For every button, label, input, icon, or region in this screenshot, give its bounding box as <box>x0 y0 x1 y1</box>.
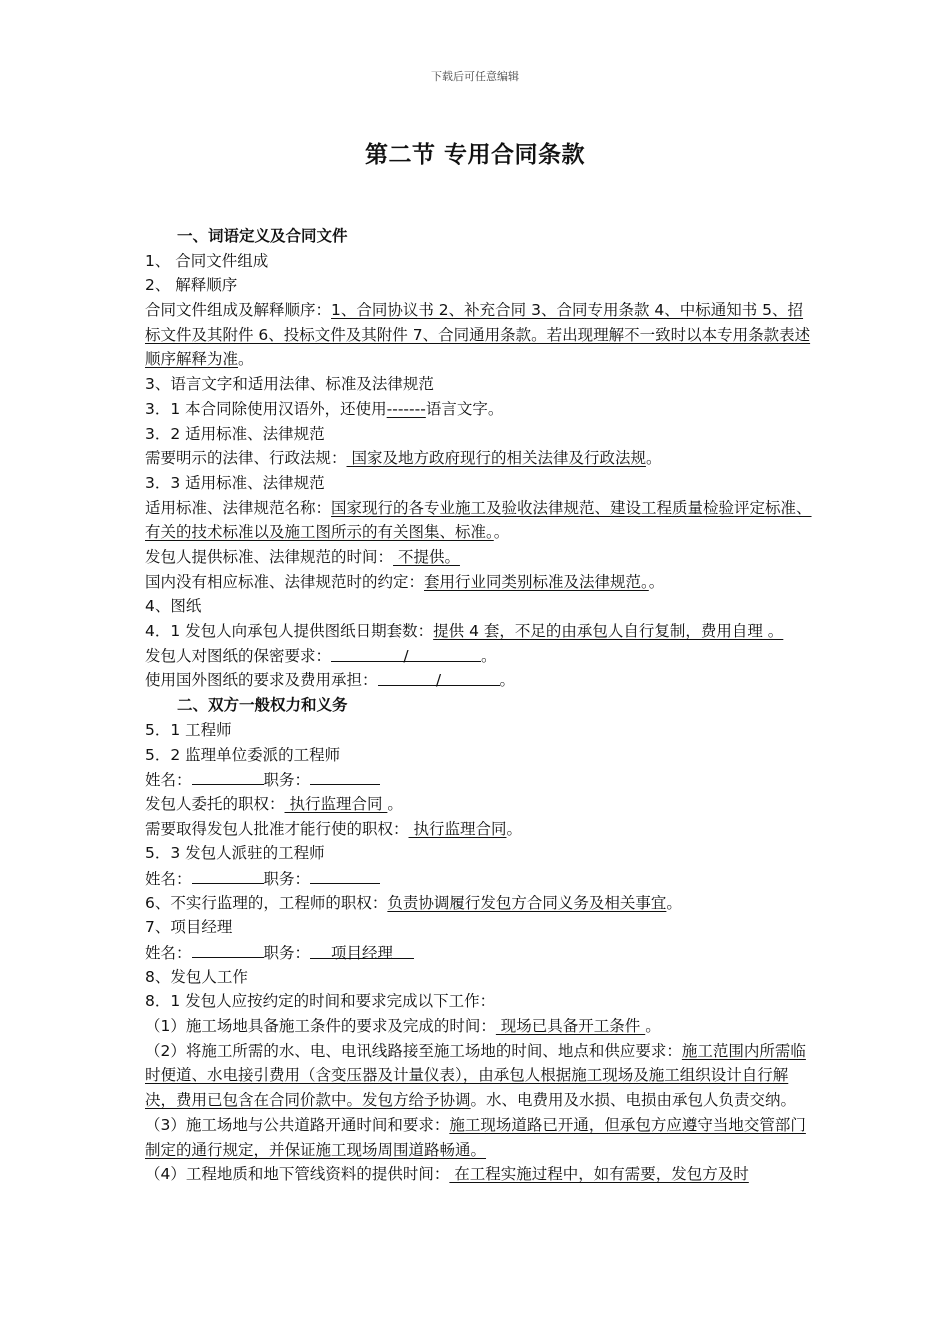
work-1 <box>145 1014 815 1039</box>
item-5-3: 5．3 发包人派驻的工程师 <box>145 844 325 863</box>
work-4-label: （4）工程地质和地下管线资料的提供时间： <box>145 1165 450 1184</box>
none-end: 。 <box>648 572 665 591</box>
none-label: 国内没有相应标准、法律规范时的约定： <box>145 572 425 591</box>
standards-paragraph <box>145 496 815 545</box>
item-6-label: 6、不实行监理的，工程师的职权： <box>145 893 388 912</box>
work-1-value: 现场已具备开工条件 <box>495 1017 646 1036</box>
work-4 <box>145 1162 815 1187</box>
order-label: 合同文件组成及解释顺序： <box>145 301 332 320</box>
name-blank <box>192 866 264 884</box>
provide-label: 发包人提供标准、法律规范的时间： <box>145 548 394 567</box>
secret-value: / <box>331 644 481 662</box>
order-end: 。 <box>238 350 254 369</box>
item-5-1: 5．1 工程师 <box>145 720 232 739</box>
item-8: 8、发包人工作 <box>145 967 248 986</box>
name-label: 姓名： <box>145 944 192 963</box>
work-4-value: 在工程实施过程中，如有需要，发包方及时 <box>449 1165 749 1184</box>
auth-end: 。 <box>387 794 403 813</box>
law-end: 。 <box>645 449 662 468</box>
order-value: 1、合同协议书 2、补充合同 3、合同专用条款 4、中标通知书 5、招标文件及其附件 6、投标文件及其附件 7、合同通用条款。若出现理解不一致时以本专用条款表述顺序解释为准 <box>145 301 811 369</box>
std-label: 适用标准、法律规范名称： <box>145 498 332 517</box>
work-2-end: 。水、电费用及水损、电损由承包人负责交纳。 <box>470 1091 797 1110</box>
provide-value: 不提供。 <box>393 548 460 567</box>
secret-end: 。 <box>481 646 497 665</box>
foreign-line <box>145 668 815 693</box>
post-blank <box>310 767 380 785</box>
work-2-label: （2）将施工所需的水、电、电讯线路接至施工场地的时间、地点和供应要求： <box>145 1041 682 1060</box>
work-1-end: 。 <box>645 1017 661 1036</box>
post-label: 职务： <box>263 869 311 888</box>
item-6-end: 。 <box>666 893 682 912</box>
document-body <box>145 224 815 1187</box>
work-2-value: 施工范围内所需临时便道、水电接引费用（含变压器及计量仪表），由承包人根据施工现场及施工组织设计自行解决，费用已包含在合同价款中。发包方给予协调 <box>145 1041 806 1110</box>
item-4-1-label: 4．1 发包人向承包人提供图纸日期套数： <box>145 622 434 641</box>
std-value: 国家现行的各专业施工及验收法律规范、建设工程质量检验评定标准、有关的技术标准以及施工图所示的有关图集、标准。 <box>145 498 812 542</box>
foreign-label: 使用国外图纸的要求及费用承担： <box>145 671 378 690</box>
post-label: 职务： <box>263 771 311 790</box>
approve-line <box>145 817 815 842</box>
item-3-1-text: 3．1 本合同除使用汉语外，还使用 <box>145 399 387 418</box>
item-5-2: 5．2 监理单位委派的工程师 <box>145 745 341 764</box>
item-4-1-value: 提供 4 套，不足的由承包人自行复制，费用自理 。 <box>433 622 784 641</box>
secret-label: 发包人对图纸的保密要求： <box>145 646 332 665</box>
heading-2: 二、双方一般权力和义务 <box>177 696 348 715</box>
std-end: 。 <box>493 523 510 542</box>
item-4-1 <box>145 619 815 644</box>
item-3-1 <box>145 397 815 422</box>
item-3-3: 3．3 适用标准、法律规范 <box>145 473 325 492</box>
law-line <box>145 446 815 471</box>
name-blank <box>192 940 264 958</box>
order-paragraph <box>145 298 815 372</box>
name-post-line-2 <box>145 866 815 891</box>
name-post-line-3 <box>145 940 815 965</box>
law-label: 需要明示的法律、行政法规： <box>145 449 347 468</box>
page-header: 下载后可任意编辑 <box>431 70 519 83</box>
law-value: 国家及地方政府现行的相关法律及行政法规 <box>346 449 646 468</box>
item-2: 2、 解释顺序 <box>145 276 238 295</box>
item-3: 3、语言文字和适用法律、标准及法律规范 <box>145 375 434 394</box>
auth-value: 执行监理合同 <box>284 794 388 813</box>
approve-end: 。 <box>506 819 522 838</box>
approve-label: 需要取得发包人批准才能行使的职权： <box>145 819 409 838</box>
item-7: 7、项目经理 <box>145 918 233 937</box>
post-blank <box>310 866 380 884</box>
name-post-line <box>145 767 815 792</box>
name-label: 姓名： <box>145 869 192 888</box>
auth-label: 发包人委托的职权： <box>145 794 285 813</box>
item-6-value: 负责协调履行发包方合同义务及相关事宜 <box>387 893 667 912</box>
item-8-1: 8．1 发包人应按约定的时间和要求完成以下工作： <box>145 992 496 1011</box>
item-3-1-end: 语言文字。 <box>425 399 504 418</box>
no-standard-line <box>145 570 815 595</box>
foreign-value: / <box>378 668 500 686</box>
post-label: 职务： <box>263 944 311 963</box>
item-1: 1、 合同文件组成 <box>145 251 269 270</box>
name-label: 姓名： <box>145 771 192 790</box>
item-6 <box>145 891 815 916</box>
work-2 <box>145 1039 815 1113</box>
name-blank <box>192 767 264 785</box>
work-3-label: （3）施工场地与公共道路开通时间和要求： <box>145 1115 450 1134</box>
item-3-1-blank: ------- <box>386 399 426 418</box>
foreign-end: 。 <box>499 671 516 690</box>
approve-value: 执行监理合同 <box>408 819 507 838</box>
item-4: 4、图纸 <box>145 597 202 616</box>
auth-line <box>145 792 815 817</box>
provide-line <box>145 545 815 570</box>
secret-line <box>145 644 815 669</box>
work-3-value: 施工现场道路已开通，但承包方应遵守当地交管部门制定的通行规定，并保证施工现场周围道路畅通。 <box>145 1115 806 1159</box>
work-1-label: （1）施工场地具备施工条件的要求及完成的时间： <box>145 1017 496 1036</box>
section-title: 第二节 专用合同条款 <box>364 142 585 168</box>
work-3 <box>145 1113 815 1162</box>
pm-value: 项目经理 <box>310 941 414 959</box>
heading-1: 一、词语定义及合同文件 <box>177 227 348 245</box>
none-value: 套用行业同类别标准及法律规范。 <box>424 572 649 591</box>
item-3-2: 3．2 适用标准、法律规范 <box>145 424 325 443</box>
